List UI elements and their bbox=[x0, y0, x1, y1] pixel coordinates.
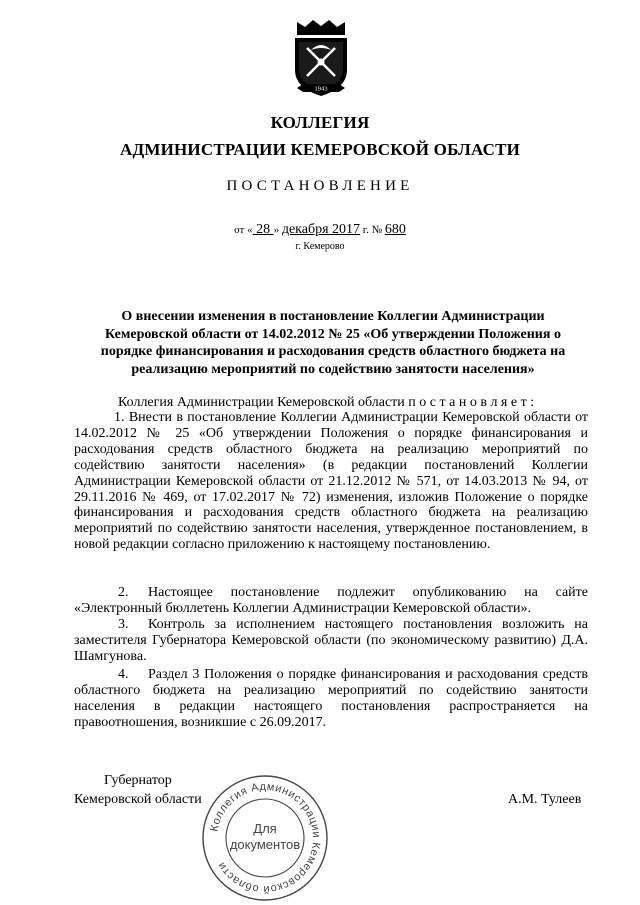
subject-line: порядке финансирования и расходования средств областного бюджета на bbox=[100, 344, 566, 359]
org-title-line1: КОЛЛЕГИЯ bbox=[270, 113, 370, 132]
stamp-center-line2: документов bbox=[229, 837, 301, 852]
subject-line: реализацию мероприятий по содействию занятости населения» bbox=[131, 361, 535, 377]
subject-line: Кемеровской области от 14.02.2012 № 25 «Об утверждении Положения о bbox=[105, 326, 561, 342]
item-3: Контроль за исполнением настоящего постановления возложить на заместителя Губернатора Кемеровской области (по экономическому развитию) Д.А. Шамгунова. bbox=[74, 617, 588, 664]
preamble bbox=[118, 395, 534, 411]
stamp-center-line1: Для bbox=[253, 821, 277, 836]
item-4-number: 4. bbox=[118, 667, 129, 682]
document-subject bbox=[78, 308, 588, 378]
document-type: ПОСТАНОВЛЕНИЕ bbox=[226, 178, 414, 194]
document-number: 680 bbox=[384, 222, 406, 237]
date-month-year: декабря 2017 bbox=[281, 222, 361, 237]
stamp-ring-text: Коллегия Администрации Кемеровской области bbox=[208, 780, 323, 896]
date-mid: » bbox=[273, 224, 282, 236]
preamble-prefix: Коллегия Администрации Кемеровской области bbox=[118, 395, 405, 410]
item-1: 1. Внести в постановление Коллегии Администрации Кемеровской области от 14.02.2012 № 25 «Об утверждении Положения о порядке финансирования и расходования средств областного бюджета на реализацию мероприятий по содействию занятости населения» (в редакции постановлений Коллегии Администрации Кемеровской области от 21.12.2012 № 571, от 14.03.2013 № 94, от 29.11.2016 № 469, от 17.02.2017 № 72) изменения, изложив Положение о порядке финансирования и расходования средств областного бюджета на реализацию мероприятий по содействию занятости населения, утвержденное постановлением, в новой редакции согласно приложению к настоящему постановлению. bbox=[74, 410, 588, 553]
city: г. Кемерово bbox=[295, 241, 345, 252]
preamble-decree: п о с т а н о в л я е т : bbox=[408, 395, 535, 410]
signatory-title-line1: Губернатор bbox=[104, 773, 172, 788]
item-3-number: 3. bbox=[118, 617, 129, 632]
item-4: Раздел 3 Положения о порядке финансирования и расходования средств областного бюджета на реализацию мероприятий по содействию занятости населения в редакции настоящего постановления распространяется на правоотношения, возникшие с 26.09.2017. bbox=[74, 667, 588, 730]
org-title-line2: АДМИНИСТРАЦИИ КЕМЕРОВСКОЙ ОБЛАСТИ bbox=[119, 140, 521, 159]
coat-of-arms-emblem bbox=[289, 18, 353, 100]
signatory-name: А.М. Тулеев bbox=[508, 792, 582, 807]
date-prefix: от « bbox=[234, 224, 253, 236]
item-2-number: 2. bbox=[118, 585, 129, 600]
subject-line: О внесении изменения в постановление Коллегии Администрации bbox=[121, 309, 545, 324]
date-suffix: г. № bbox=[360, 224, 385, 236]
crest-year: 1943 bbox=[314, 85, 328, 93]
date-number-line bbox=[0, 222, 640, 238]
official-stamp bbox=[198, 772, 332, 904]
date-day: 28 bbox=[252, 222, 274, 237]
item-2: Настоящее постановление подлежит опубликованию на сайте «Электронный бюллетень Коллегии Администрации Кемеровской области». bbox=[74, 585, 588, 616]
signatory-title-line2: Кемеровской области bbox=[74, 792, 202, 807]
